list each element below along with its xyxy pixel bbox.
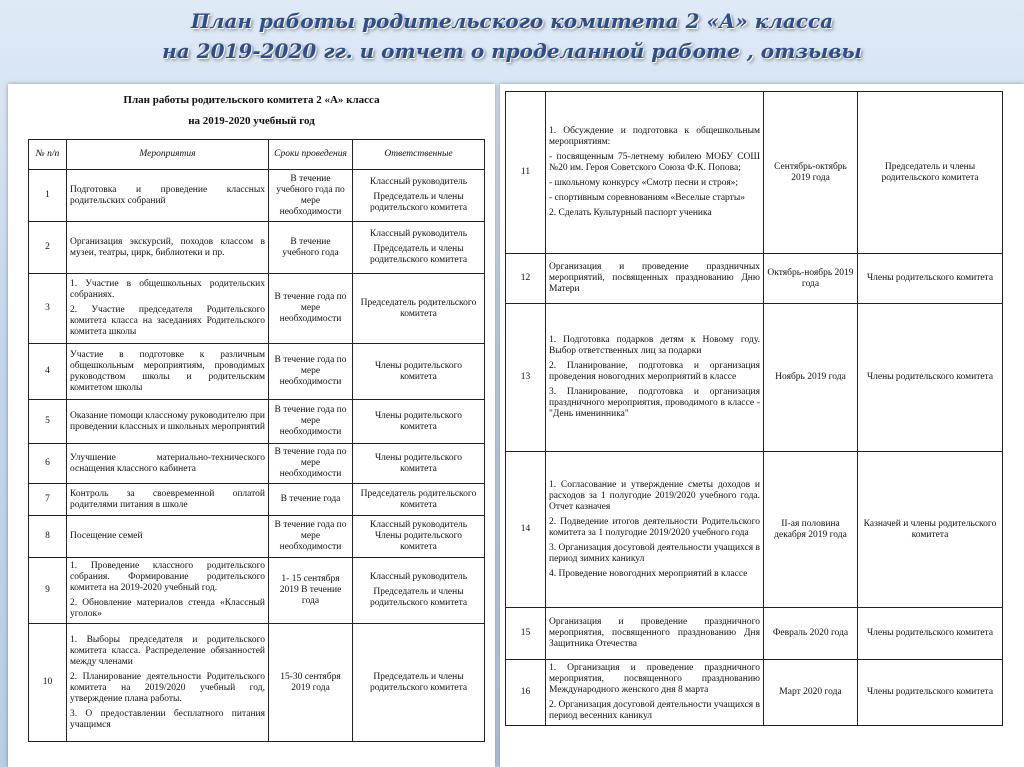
row-date: Март 2020 года <box>764 660 858 726</box>
row-event <box>67 484 269 516</box>
table-row <box>29 222 485 274</box>
responsible-paragraph: Члены родительского комитета <box>374 410 463 432</box>
document-page-left <box>8 84 495 767</box>
event-paragraph: 3. Организация досуговой деятельности учащихся в период зимних каникул <box>549 542 760 564</box>
row-date: В течение года по мере необходимости <box>269 516 353 558</box>
responsible-paragraph: Классный руководитель <box>369 177 468 187</box>
event-paragraph: Организация и проведение праздничных мероприятий, посвященных празднованию Дню Матери <box>549 262 760 294</box>
document-subtitle: на 2019-2020 учебный год <box>188 115 315 127</box>
row-event <box>546 254 764 304</box>
row-date: В течение года по мере необходимости <box>269 444 353 484</box>
event-paragraph: 2. Планирование деятельности Родительского комитета на 2019/2020 учебный год, утверждение плана работы. <box>70 671 265 704</box>
row-responsible <box>353 516 485 558</box>
row-number: 16 <box>506 660 546 726</box>
row-number: 1 <box>29 170 67 222</box>
event-paragraph: 1. Выборы председателя и родительского комитета класса. Распределение обязанностей между членами <box>70 634 265 667</box>
event-paragraph: 2. Сделать Культурный паспорт ученика <box>549 208 712 218</box>
row-date: Ноябрь 2019 года <box>764 304 858 452</box>
event-paragraph: Оказание помощи классному руководителю при проведении классных и школьных мероприятий <box>70 410 265 432</box>
row-number: 14 <box>506 452 546 608</box>
document-page-right <box>500 84 1024 767</box>
row-event <box>546 92 764 254</box>
responsible-paragraph: Члены родительского комитета <box>866 372 994 382</box>
plan-table-right <box>505 91 1003 726</box>
event-paragraph: Подготовка и проведение классных родительских собраний <box>70 184 265 206</box>
slide-title-line-2: на 2019-2020 гг. и отчет о проделанной работе , отзывы <box>162 39 862 63</box>
table-row <box>506 660 1003 726</box>
row-event <box>67 400 269 444</box>
row-number: 11 <box>506 92 546 254</box>
row-number: 3 <box>29 274 67 344</box>
table-row <box>29 444 485 484</box>
row-date: В течение учебного года по мере необходимости <box>269 170 353 222</box>
table-row <box>29 558 485 624</box>
responsible-paragraph: Классный руководитель <box>369 572 468 582</box>
row-event <box>546 660 764 726</box>
row-number: 2 <box>29 222 67 274</box>
row-responsible <box>858 608 1003 660</box>
slide-title-line-1: План работы родительского комитета 2 «А» класса <box>190 9 834 33</box>
responsible-paragraph: Казначей и члены родительского комитета <box>863 518 997 540</box>
row-responsible <box>353 400 485 444</box>
responsible-paragraph: Председатель и члены родительского комитета <box>369 587 468 608</box>
event-paragraph: Организация и проведение праздничного мероприятия, посвященного празднованию Дня Защитника Отечества <box>549 617 760 649</box>
table-body-right <box>506 92 1003 726</box>
row-date: В течение года по мере необходимости <box>269 400 353 444</box>
row-event <box>67 558 269 624</box>
responsible-paragraph: Классный руководитель Члены родительского комитета <box>369 520 468 552</box>
header-num: № п/п <box>29 140 67 170</box>
table-row <box>29 624 485 742</box>
table-row <box>29 400 485 444</box>
responsible-paragraph: Классный руководитель <box>369 229 468 239</box>
event-paragraph: 2. Участие председателя Родительского комитета класса на заседаниях Родительского комитета школы <box>70 305 265 337</box>
table-row <box>29 516 485 558</box>
event-paragraph: Контроль за своевременной оплатой родителями питания в школе <box>70 488 265 510</box>
row-date: Октябрь-ноябрь 2019 года <box>764 254 858 304</box>
row-responsible <box>353 274 485 344</box>
row-event <box>67 274 269 344</box>
responsible-paragraph: Члены родительского комитета <box>866 687 994 697</box>
plan-table-left <box>28 139 485 742</box>
header-date: Сроки проведения <box>269 140 353 170</box>
row-responsible <box>353 558 485 624</box>
event-paragraph: 3. Планирование, подготовка и организация праздничного мероприятия, проводимого в классе - "День именинника" <box>549 387 760 419</box>
table-row <box>506 92 1003 254</box>
responsible-paragraph: Председатель и члены родительского комитета <box>369 244 468 265</box>
row-number: 7 <box>29 484 67 516</box>
row-event <box>67 222 269 274</box>
event-paragraph: 1. Участие в общешкольных родительских собраниях. <box>70 279 265 300</box>
row-number: 9 <box>29 558 67 624</box>
responsible-paragraph: Председатель родительского комитета <box>360 297 477 319</box>
responsible-paragraph: Члены родительского комитета <box>866 628 994 638</box>
event-paragraph: 2. Обновление материалов стенда «Классный уголок» <box>70 598 265 619</box>
row-date: В течение учебного года <box>269 222 353 274</box>
row-date: В течение года <box>269 484 353 516</box>
event-paragraph: 1. Подготовка подарков детям к Новому году. Выбор ответственных лиц за подарки <box>549 335 760 356</box>
event-paragraph: Улучшение материально-технического оснащения классного кабинета <box>70 452 265 474</box>
row-event <box>67 344 269 400</box>
table-row <box>29 170 485 222</box>
row-date: Февраль 2020 года <box>764 608 858 660</box>
event-paragraph: Участие в подготовке к различным общешкольным мероприятиям, проводимых руководством школы и родительским комитетом школы <box>70 349 265 393</box>
table-header-row <box>29 140 485 170</box>
event-paragraph: 1. Согласование и утверждение сметы доходов и расходов за 1 полугодие 2019/2020 учебного года. Отчет казначея <box>549 479 760 512</box>
table-body-left <box>29 170 485 742</box>
row-number: 4 <box>29 344 67 400</box>
document-title: План работы родительского комитета 2 «А» класса <box>123 94 380 106</box>
event-paragraph: - спортивным соревнованиям «Веселые старты» <box>549 193 745 203</box>
event-paragraph: Организация экскурсий, походов классом в музеи, театры, цирк, библиотеки и пр. <box>70 236 265 258</box>
row-date: В течение года по мере необходимости <box>269 274 353 344</box>
row-responsible <box>858 92 1003 254</box>
row-date: В течение года по мере необходимости <box>269 344 353 400</box>
row-event <box>67 170 269 222</box>
row-responsible <box>353 484 485 516</box>
table-row <box>29 274 485 344</box>
row-number: 5 <box>29 400 67 444</box>
row-number: 8 <box>29 516 67 558</box>
table-row <box>506 608 1003 660</box>
responsible-paragraph: Председатель и члены родительского комитета <box>369 192 468 213</box>
responsible-paragraph: Члены родительского комитета <box>374 452 463 474</box>
table-row <box>506 452 1003 608</box>
row-responsible <box>858 660 1003 726</box>
row-responsible <box>353 170 485 222</box>
row-number: 10 <box>29 624 67 742</box>
row-responsible <box>353 344 485 400</box>
responsible-paragraph: Председатель и члены родительского комитета <box>369 671 468 693</box>
event-paragraph: 2. Планирование, подготовка и организация проведения новогодних мероприятий в классе <box>549 361 760 382</box>
table-row <box>506 254 1003 304</box>
event-paragraph: - посвященным 75-летнему юбилею МОБУ СОШ №20 им. Героя Советского Союза Ф.К. Попова; <box>549 152 760 173</box>
slide-title <box>0 6 1024 66</box>
event-paragraph: 1. Обсуждение и подготовка к общешкольным мероприятиям: <box>549 126 760 147</box>
row-event <box>546 608 764 660</box>
event-paragraph: - школьному конкурсу «Смотр песни и строя»; <box>549 178 739 188</box>
row-date: Сентябрь-октябрь 2019 года <box>764 92 858 254</box>
header-event: Мероприятия <box>67 140 269 170</box>
responsible-paragraph: Члены родительского комитета <box>866 273 994 283</box>
row-responsible <box>353 624 485 742</box>
event-paragraph: 2. Организация досуговой деятельности учащихся в период весенних каникул <box>549 700 760 721</box>
row-number: 12 <box>506 254 546 304</box>
table-row <box>29 344 485 400</box>
row-event <box>546 304 764 452</box>
row-date: 15-30 сентября 2019 года <box>269 624 353 742</box>
row-number: 15 <box>506 608 546 660</box>
row-event <box>67 624 269 742</box>
row-responsible <box>858 452 1003 608</box>
row-responsible <box>353 444 485 484</box>
row-number: 13 <box>506 304 546 452</box>
event-paragraph: 4. Проведение новогодних мероприятий в классе <box>549 568 748 579</box>
table-row <box>506 304 1003 452</box>
row-date: II-ая половина декабря 2019 года <box>764 452 858 608</box>
event-paragraph: 1. Проведение классного родительского собрания. Формирование родительского комитета на 2019-2020 учебный год. <box>70 561 265 593</box>
header-resp: Ответственные <box>353 140 485 170</box>
responsible-paragraph: Председатель и члены родительского комитета <box>881 161 979 183</box>
event-paragraph: 3. О предоставлении бесплатного питания учащимся <box>70 708 265 730</box>
row-event <box>67 516 269 558</box>
row-event <box>67 444 269 484</box>
event-paragraph: Посещение семей <box>70 531 143 541</box>
responsible-paragraph: Председатель родительского комитета <box>360 488 477 510</box>
row-date: 1- 15 сентября 2019 В течение года <box>269 558 353 624</box>
row-event <box>546 452 764 608</box>
row-responsible <box>353 222 485 274</box>
event-paragraph: 2. Подведение итогов деятельности Родительского комитета за 1 полугодие 2019/2020 учебного года <box>549 516 760 538</box>
responsible-paragraph: Члены родительского комитета <box>374 360 463 382</box>
row-responsible <box>858 304 1003 452</box>
table-row <box>29 484 485 516</box>
row-number: 6 <box>29 444 67 484</box>
event-paragraph: 1. Организация и проведение праздничного мероприятия, посвященного празднованию Международного женского дня 8 марта <box>549 663 760 695</box>
row-responsible <box>858 254 1003 304</box>
